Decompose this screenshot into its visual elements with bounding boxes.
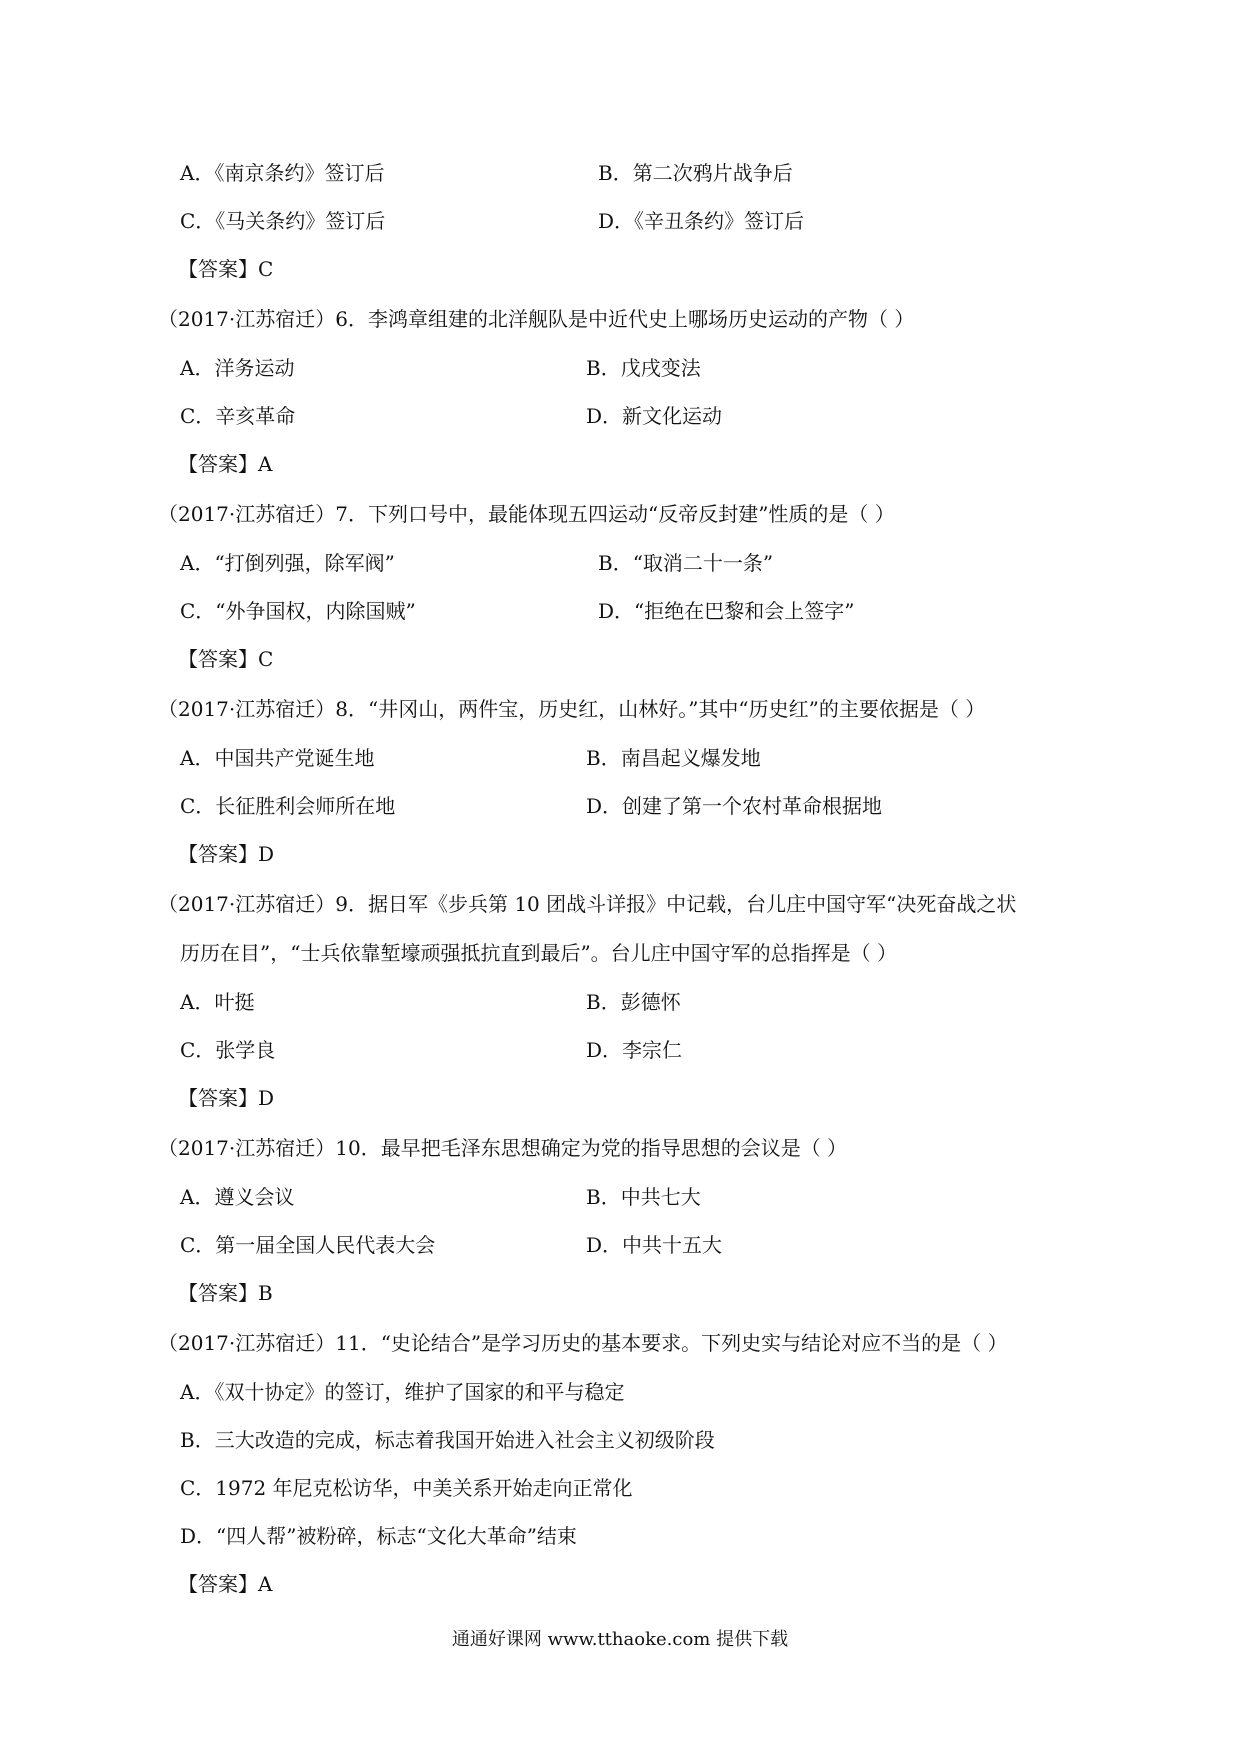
q5-option-a: A．《南京条约》签订后: [180, 161, 385, 185]
q10-option-c: C．第一届全国人民代表大会: [180, 1233, 436, 1257]
q10-option-a: A．遵义会议: [180, 1185, 295, 1209]
q9-option-a: A．叶挺: [180, 990, 255, 1014]
q7-option-c: C．“外争国权，内除国贼”: [180, 599, 416, 623]
q5-option-c: C．《马关条约》签订后: [180, 209, 386, 233]
q7-option-b: B．“取消二十一条”: [598, 551, 774, 575]
q11-answer: 【答案】A: [178, 1572, 273, 1596]
q6-option-c: C．辛亥革命: [180, 404, 296, 428]
q5-option-b: B．第二次鸦片战争后: [598, 161, 793, 185]
q6-answer: 【答案】A: [178, 452, 273, 476]
q7-option-d: D．“拒绝在巴黎和会上签字”: [598, 599, 855, 623]
q11-stem: （2017·江苏宿迁）11．“史论结合”是学习历史的基本要求。下列史实与结论对应不当的是（ ）: [158, 1331, 1008, 1355]
q11-option-c: C．1972 年尼克松访华，中美关系开始走向正常化: [180, 1476, 633, 1500]
q8-option-a: A．中国共产党诞生地: [180, 746, 375, 770]
q6-stem: （2017·江苏宿迁）6．李鸿章组建的北洋舰队是中近代史上哪场历史运动的产物（ ）: [158, 307, 915, 331]
q10-option-b: B．中共七大: [586, 1185, 701, 1209]
page-footer: 通通好课网 www.tthaoke.com 提供下载: [451, 1629, 789, 1650]
q7-option-a: A．“打倒列强，除军阀”: [180, 551, 395, 575]
q11-option-d: D．“四人帮”被粉碎，标志“文化大革命”结束: [180, 1524, 577, 1548]
q9-option-d: D．李宗仁: [586, 1038, 683, 1062]
q8-option-d: D．创建了第一个农村革命根据地: [586, 794, 883, 818]
q10-stem: （2017·江苏宿迁）10．最早把毛泽东思想确定为党的指导思想的会议是（ ）: [158, 1136, 848, 1160]
q5-option-d: D．《辛丑条约》签订后: [598, 209, 805, 233]
q9-answer: 【答案】D: [178, 1086, 275, 1110]
q5-answer: 【答案】C: [178, 257, 274, 281]
q11-option-a: A．《双十协定》的签订，维护了国家的和平与稳定: [180, 1380, 625, 1404]
q8-option-b: B．南昌起义爆发地: [586, 746, 761, 770]
q9-option-c: C．张学良: [180, 1038, 276, 1062]
q6-option-a: A．洋务运动: [180, 356, 295, 380]
q6-option-d: D．新文化运动: [586, 404, 723, 428]
q10-answer: 【答案】B: [178, 1281, 273, 1305]
q6-option-b: B．戊戌变法: [586, 356, 701, 380]
q8-answer: 【答案】D: [178, 842, 275, 866]
q7-answer: 【答案】C: [178, 647, 274, 671]
q9-stem: （2017·江苏宿迁）9．据日军《步兵第 10 团战斗详报》中记载，台儿庄中国守军“决死奋战之状: [158, 892, 1017, 916]
q8-stem: （2017·江苏宿迁）8．“井冈山，两件宝，历史红，山林好。”其中“历史红”的主要依据是（ ）: [158, 697, 986, 721]
q9-stem-cont: 历历在目”，“士兵依靠堑壕顽强抵抗直到最后”。台儿庄中国守军的总指挥是（ ）: [180, 941, 898, 965]
q9-option-b: B．彭德怀: [586, 990, 681, 1014]
q11-option-b: B．三大改造的完成，标志着我国开始进入社会主义初级阶段: [180, 1428, 715, 1452]
q7-stem: （2017·江苏宿迁）7．下列口号中，最能体现五四运动“反帝反封建”性质的是（ ）: [158, 502, 895, 526]
q8-option-c: C．长征胜利会师所在地: [180, 794, 396, 818]
q10-option-d: D．中共十五大: [586, 1233, 723, 1257]
